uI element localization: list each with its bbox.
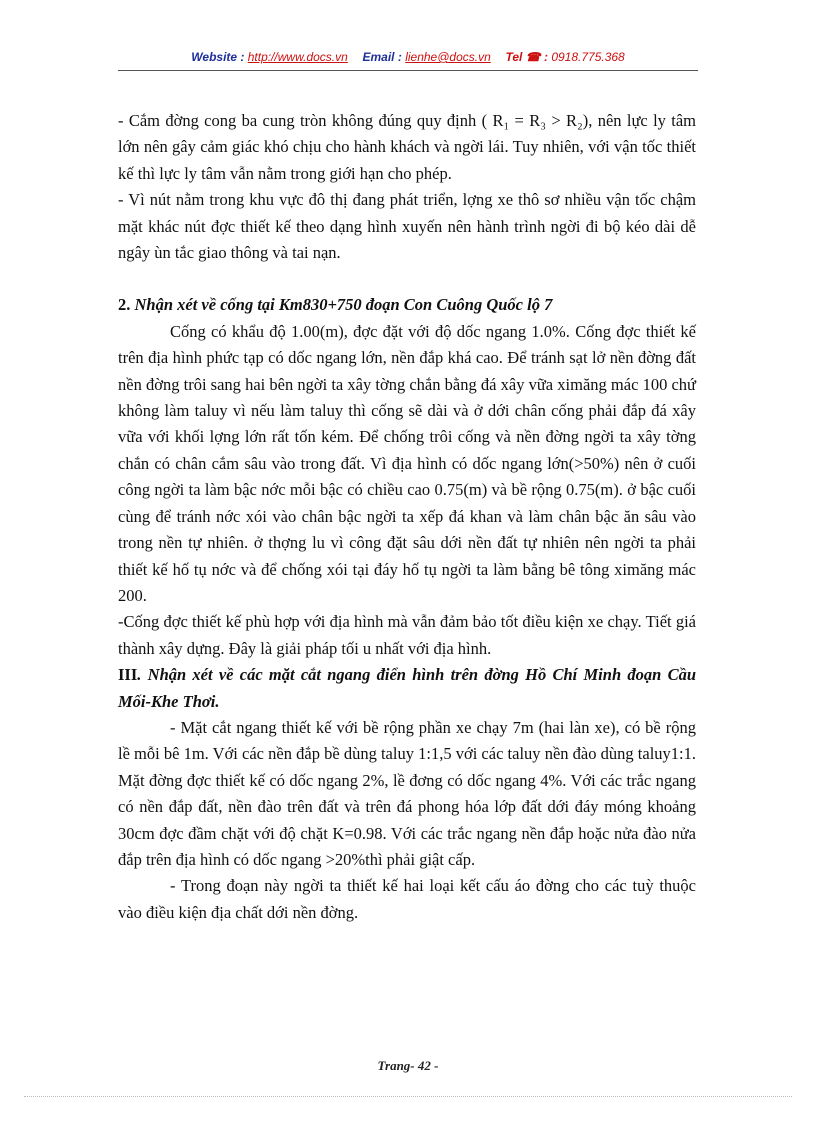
page-header — [118, 50, 698, 64]
email-separator: : — [397, 50, 402, 64]
section-title: Nhận xét về cống tại Km830+750 đoạn Con Cuông Quốc lộ 7 — [130, 295, 553, 315]
paragraph-curve-note: - Cắm đờng cong ba cung tròn không đúng quy định ( R₁ = R₃ > R₂), nên lực ly tâm lớn nên gây cảm giác khó chịu cho hành khách và ngời lái. Tuy nhiên, với vận tốc thiết kế thì lực ly tâm vẫn nằm trong giới hạn cho phép. — [118, 111, 696, 183]
paragraph-intersection-note: - Vì nút nằm trong khu vực đô thị đang phát triển, lợng xe thô sơ nhiều vận tốc chậm mặt khác nút đợc thiết kế theo dạng hình xuyến nên hành trình ngời đi bộ kéo dài dễ ngây ùn tắc giao thông và tai nạn. — [118, 190, 696, 263]
section-heading-cross-section — [118, 662, 696, 715]
page-number: Trang- 42 - — [377, 1058, 439, 1073]
email-link[interactable]: lienhe@docs.vn — [405, 50, 491, 64]
footer-divider — [24, 1096, 792, 1097]
section-number: 2. — [118, 295, 131, 315]
document-body — [118, 108, 696, 926]
website-label: Website : — [191, 50, 245, 64]
section-number: III — [118, 665, 138, 685]
section-title: . Nhận xét về các mặt cắt ngang điển hình trên đờng Hồ Chí Minh đoạn Cầu Mối-Khe Thơi. — [118, 665, 696, 711]
paragraph-pavement: - Trong đoạn này ngời ta thiết kế hai loại kết cấu áo đờng cho các tuỳ thuộc vào điều kiện địa chất dới nền đờng. — [118, 876, 696, 922]
paragraph-culvert-conclusion: -Cống đợc thiết kế phù hợp với địa hình mà vẫn đảm bảo tốt điều kiện xe chạy. Tiết giá thành xây dựng. Đây là giải pháp tối u nhất với địa hình. — [118, 612, 696, 658]
header-divider — [118, 70, 698, 71]
tel-label: Tel ☎ : — [505, 50, 548, 64]
website-link[interactable]: http://www.docs.vn — [247, 50, 348, 64]
email-label: Email — [362, 50, 395, 64]
section-heading-culvert — [118, 292, 696, 318]
paragraph-cross-section: - Mặt cắt ngang thiết kế với bề rộng phần xe chạy 7m (hai làn xe), có bề rộng lề mỗi bê 1m. Với các nền đắp bề dùng taluy 1:1,5 với các taluy nền đào dùng taluy1:1. Mặt đờng đợc thiết kế có dốc ngang 2%, lề đơng có dốc ngang 4%. Với các trắc ngang có nền đắp đất, nền đào trên đất và trên đá phong hóa lớp đất dới đáy móng khoảng 30cm đợc đầm chặt với độ chặt K=0.98. Với các trắc ngang nền đắp hoặc nửa đào nửa đắp trên địa hình có dốc ngang >20%thì phải giật cấp. — [118, 717, 696, 869]
tel-value: 0918.775.368 — [551, 50, 625, 64]
paragraph-culvert-description: Cống có khẩu độ 1.00(m), đợc đặt với độ dốc ngang 1.0%. Cống đợc thiết kế trên địa hình phức tạp có dốc ngang lớn, nền đắp khá cao. Để tránh sạt lở nền đờng đất nền đờng trôi sang hai bên ngời ta xây tờng chắn bằng đá xây vữa ximăng mác 100 chứ không làm taluy vì nếu làm taluy thì cống sẽ dài và ở dới chân cống phải đắp đá xây vữa với khối lợng lớn rất tốn kém. Để chống trôi cống và nền đờng ngời ta xây tờng chắn có chân cắm sâu vào trong đất. Vì địa hình có dốc ngang lớn(>50%) nên ở cuối công ngời ta làm bậc nớc mỗi bậc có chiều cao 0.75(m) và bề rộng 0.75(m). ở bậc cuối cùng để tránh nớc xói vào chân bậc ngời ta xếp đá khan và làm chân bậc ăn sâu vào trong nền tự nhiên. ở thợng lu vì công đặt sâu dới nền đất tự nhiên nên ngời ta phải thiết kế hố tụ nớc và để chống xói tại đáy hố tụ ngời ta làm bằng bê tông ximăng mác 200. — [118, 321, 696, 605]
